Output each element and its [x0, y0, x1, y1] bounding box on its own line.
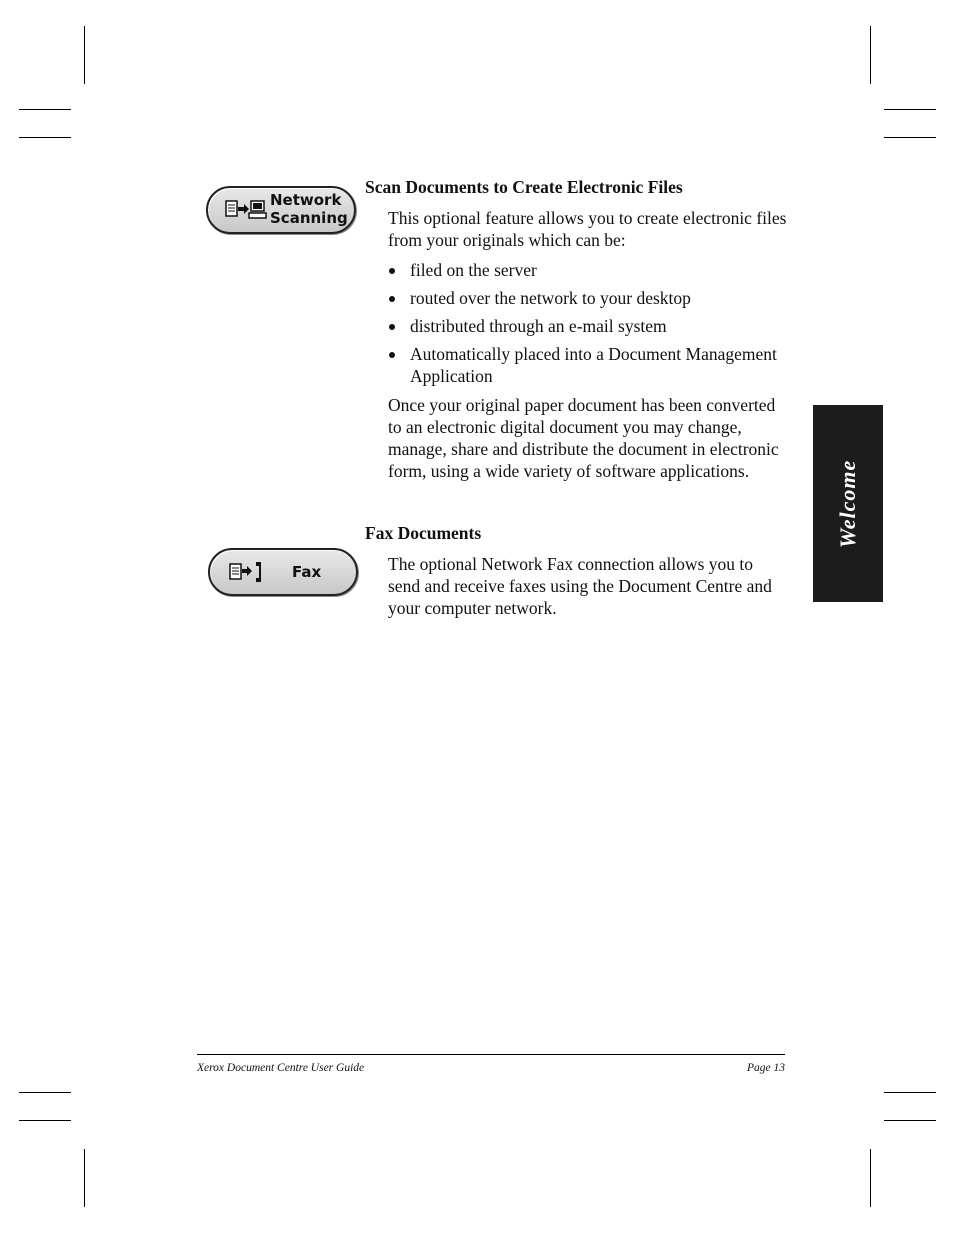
crop-mark — [19, 1120, 71, 1121]
crop-mark — [19, 1092, 71, 1093]
list-item: filed on the server — [388, 259, 788, 281]
chapter-tab-label: Welcome — [835, 459, 860, 548]
scan-bullet-list — [388, 259, 788, 393]
scan-intro-paragraph: This optional feature allows you to create electronic files from your originals which can be: — [388, 208, 787, 250]
button-label-line: Scanning — [270, 209, 348, 227]
page-number: Page 13 — [746, 1062, 785, 1074]
crop-mark — [870, 26, 871, 84]
fax-icon — [226, 559, 270, 585]
section-heading-scan: Scan Documents to Create Electronic Files — [365, 177, 683, 197]
fax-button[interactable] — [208, 548, 358, 596]
crop-mark — [884, 1120, 936, 1121]
network-scanning-button[interactable] — [206, 186, 356, 234]
chapter-tab — [813, 405, 883, 602]
crop-mark — [870, 1149, 871, 1207]
list-item: distributed through an e-mail system — [388, 315, 788, 337]
section-heading-fax: Fax Documents — [365, 523, 482, 543]
footer-title: Xerox Document Centre User Guide — [197, 1062, 365, 1074]
crop-mark — [84, 1149, 85, 1207]
crop-mark — [84, 26, 85, 84]
fax-label: Fax — [292, 563, 322, 581]
footer-rule — [197, 1054, 785, 1055]
list-item: Automatically placed into a Document Management Application — [388, 343, 788, 387]
crop-mark — [884, 109, 936, 110]
fax-paragraph: The optional Network Fax connection allows you to send and receive faxes using the Document Centre and your computer network. — [388, 554, 772, 618]
crop-mark — [19, 109, 71, 110]
scan-closing-paragraph: Once your original paper document has been converted to an electronic digital document you may change, manage, share and distribute the document in electronic form, using a wide variety of software applications. — [388, 395, 779, 481]
network-scanning-icon — [224, 197, 268, 223]
crop-mark — [884, 1092, 936, 1093]
network-scanning-label — [270, 191, 348, 227]
button-label-line: Network — [270, 191, 342, 209]
crop-mark — [884, 137, 936, 138]
crop-mark — [19, 137, 71, 138]
list-item: routed over the network to your desktop — [388, 287, 788, 309]
